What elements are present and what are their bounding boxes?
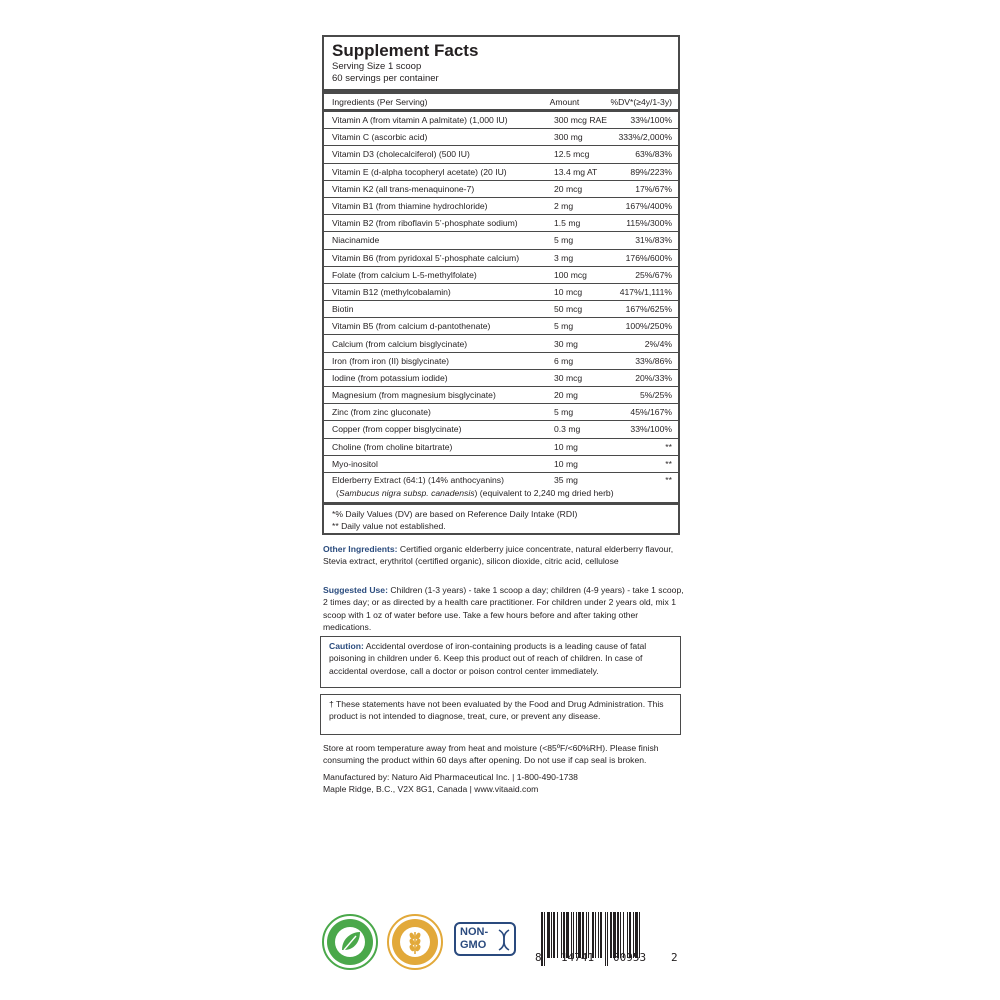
cell-dv: 417%/1,111% [619, 286, 672, 297]
cell-ingredient: Vitamin C (ascorbic acid) [332, 132, 428, 143]
other-ingredients-text: Certified organic elderberry juice concentrate, natural elderberry flavour, Stevia extract, erythritol (certified organic), silicon dioxide, citric acid, cellulose [323, 544, 674, 567]
cell-dv: ** [665, 458, 672, 469]
supplement-facts-panel [322, 35, 680, 535]
non-gmo-bottom: GMO [460, 939, 487, 951]
cell-ingredient: Vitamin B12 (methylcobalamin) [332, 286, 451, 297]
suggested-use-text: Children (1-3 years) - take 1 scoop a day; children (4-9 years) - take 1 scoop, 2 times day; or as directed by a health care practitioner. For children under 2 years old, mix 1 scoop with 1 oz of water before use. Take a few hours before and after taking other medications. [323, 585, 684, 632]
footnote-dv: *% Daily Values (DV) are based on Reference Daily Intake (RDI) [332, 508, 578, 519]
table-row [324, 215, 678, 232]
manufacturer-info [323, 771, 685, 796]
cell-ingredient: Magnesium (from magnesium bisglycinate) [332, 390, 496, 401]
cell-ingredient: Vitamin B6 (from pyridoxal 5’-phosphate calcium) [332, 252, 520, 263]
cell-ingredient: Calcium (from calcium bisglycinate) [332, 338, 468, 349]
cell-ingredient: Vitamin B1 (from thiamine hydrochloride) [332, 201, 488, 212]
cell-amount: 1.5 mg [554, 218, 581, 229]
barcode-digit-prefix: 8 [535, 951, 542, 964]
cell-amount: 5 mg [554, 407, 574, 418]
elderberry-amount: 35 mg [554, 474, 578, 485]
header-dv: %DV*(≥4y/1-3y) [610, 96, 672, 107]
barcode-bar [553, 912, 555, 958]
table-row [324, 404, 678, 421]
cell-dv: 100%/250% [625, 321, 672, 332]
cell-dv: 17%/67% [635, 183, 672, 194]
cell-ingredient: Vitamin E (d-alpha tocopheryl acetate) (20 IU) [332, 166, 507, 177]
barcode-bar [544, 912, 545, 966]
cell-ingredient: Iron (from iron (II) bisglycinate) [332, 355, 450, 366]
vegetarian-badge [322, 914, 378, 970]
cell-dv: 20%/33% [635, 372, 672, 383]
serving-size: Serving Size 1 scoop [332, 61, 422, 72]
cell-amount: 2 mg [554, 201, 574, 212]
barcode-bar [551, 912, 552, 958]
table-row [324, 250, 678, 267]
cell-dv: 45%/167% [630, 407, 672, 418]
panel-title: Supplement Facts [332, 41, 479, 60]
cell-dv: 176%/600% [625, 252, 672, 263]
barcode-bar [595, 912, 596, 958]
barcode-digits-right: 00953 [613, 951, 647, 964]
caution-text: Accidental overdose of iron-containing products is a leading cause of fatal poisoning in children under 6. Keep this product out of reach of children. In case of accidental overdose, call a doctor or poison control center immediately. [329, 641, 647, 676]
table-row [324, 335, 678, 352]
barcode [535, 912, 677, 970]
cell-ingredient: Choline (from choline bitartrate) [332, 441, 453, 452]
barcode-bar [547, 912, 550, 958]
non-gmo-top: NON- [460, 926, 489, 938]
gluten-free-badge [387, 914, 443, 970]
cell-dv: 167%/400% [625, 201, 672, 212]
elderberry-dv: ** [665, 474, 672, 485]
header-amount: Amount [549, 96, 580, 107]
cell-dv: 33%/100% [630, 424, 672, 435]
cell-dv: 333%/2,000% [618, 132, 672, 143]
leaf-icon [322, 914, 378, 970]
table-row [324, 112, 678, 129]
cell-ingredient: Vitamin D3 (cholecalciferol) (500 IU) [332, 149, 470, 160]
cell-amount: 10 mcg [554, 286, 583, 297]
table-header [324, 94, 678, 112]
non-gmo-badge [454, 922, 516, 956]
cell-ingredient: Biotin [332, 304, 354, 315]
barcode-bar [607, 912, 608, 966]
barcode-bar [557, 912, 558, 958]
table-row [324, 181, 678, 198]
cell-dv: 167%/625% [625, 304, 672, 315]
cell-amount: 5 mg [554, 321, 574, 332]
cell-amount: 5 mg [554, 235, 574, 246]
barcode-digits-left: 14741 [561, 951, 595, 964]
barcode-bar [610, 912, 612, 958]
table-row [324, 318, 678, 335]
cell-amount: 20 mcg [554, 183, 583, 194]
manufacturer-line1: Manufactured by: Naturo Aid Pharmaceutical Inc. | 1-800-490-1738 [323, 772, 578, 782]
cell-ingredient: Iodine (from potassium iodide) [332, 372, 448, 383]
table-row [324, 301, 678, 318]
cell-ingredient: Zinc (from zinc gluconate) [332, 407, 431, 418]
cell-amount: 20 mg [554, 390, 578, 401]
table-row [324, 232, 678, 249]
dna-icon [496, 928, 512, 952]
elderberry-latin: Sambucus nigra subsp. canadensis [338, 487, 475, 498]
cell-ingredient: Copper (from copper bisglycinate) [332, 424, 462, 435]
cell-amount: 0.3 mg [554, 424, 581, 435]
cell-ingredient: Myo-inositol [332, 458, 378, 469]
cell-dv: 89%/223% [630, 166, 672, 177]
suggested-use-label: Suggested Use: [323, 585, 388, 595]
table-row [324, 129, 678, 146]
elderberry-sub: (Sambucus nigra subsp. canadensis) (equivalent to 2,240 mg dried herb) [336, 487, 614, 498]
cell-dv: 63%/83% [635, 149, 672, 160]
barcode-bar [600, 912, 602, 958]
cell-dv: 5%/25% [639, 390, 672, 401]
cell-dv: 25%/67% [635, 269, 672, 280]
table-row [324, 456, 678, 473]
elderberry-ingredient: Elderberry Extract (64:1) (14% anthocyanins) [332, 474, 504, 485]
table-row [324, 146, 678, 163]
table-row [324, 439, 678, 456]
caution-box [320, 636, 681, 688]
cell-dv: 115%/300% [626, 218, 672, 229]
cell-amount: 6 mg [554, 355, 574, 366]
footnotes [324, 505, 678, 535]
table-row [324, 353, 678, 370]
cell-amount: 3 mg [554, 252, 574, 263]
suggested-use [323, 584, 685, 633]
cell-amount: 300 mcg RAE [554, 115, 608, 126]
cell-amount: 12.5 mcg [554, 149, 590, 160]
barcode-bar [598, 912, 599, 958]
table-row [324, 267, 678, 284]
cell-amount: 13.4 mg AT [554, 166, 598, 177]
other-ingredients [323, 543, 685, 568]
table-row-elderberry [324, 473, 678, 505]
cell-dv: 33%/100% [630, 115, 672, 126]
cell-ingredient: Niacinamide [332, 235, 380, 246]
cell-amount: 30 mg [554, 338, 578, 349]
fda-disclaimer-box [320, 694, 681, 735]
servings-per-container: 60 servings per container [332, 73, 439, 84]
fda-disclaimer-text: † These statements have not been evaluated by the Food and Drug Administration. This product is not intended to diagnose, treat, cure, or prevent any disease. [329, 699, 664, 722]
header-ingredient: Ingredients (Per Serving) [332, 96, 428, 107]
cell-amount: 300 mg [554, 132, 583, 143]
caution-label: Caution: [329, 641, 364, 651]
elderberry-equivalent: (equivalent to 2,240 mg dried herb) [477, 487, 614, 498]
cell-dv: 31%/83% [635, 235, 672, 246]
cell-amount: 10 mg [554, 458, 578, 469]
wheat-icon [387, 914, 443, 970]
cell-ingredient: Vitamin K2 (all trans-menaquinone-7) [332, 183, 475, 194]
cell-ingredient: Vitamin A (from vitamin A palmitate) (1,000 IU) [332, 115, 508, 126]
manufacturer-line2: Maple Ridge, B.C., V2X 8G1, Canada | www.vitaaid.com [323, 784, 539, 795]
table-row [324, 387, 678, 404]
barcode-digit-check: 2 [671, 951, 678, 964]
table-row [324, 284, 678, 301]
other-ingredients-label: Other Ingredients: [323, 544, 398, 554]
facts-table [324, 94, 678, 535]
cell-ingredient: Vitamin B2 (from riboflavin 5’-phosphate sodium) [332, 218, 518, 229]
table-row [324, 164, 678, 181]
footnote-not-established: ** Daily value not established. [332, 520, 446, 531]
cell-ingredient: Vitamin B5 (from calcium d-pantothenate) [332, 321, 491, 332]
barcode-bar [605, 912, 606, 966]
cell-dv: 2%/4% [644, 338, 672, 349]
cell-amount: 100 mcg [554, 269, 587, 280]
cell-dv: ** [665, 441, 672, 452]
cell-amount: 50 mcg [554, 304, 583, 315]
table-row [324, 421, 678, 438]
cell-amount: 10 mg [554, 441, 578, 452]
cell-dv: 33%/86% [635, 355, 672, 366]
cell-ingredient: Folate (from calcium L-5-methylfolate) [332, 269, 477, 280]
cell-amount: 30 mcg [554, 372, 583, 383]
storage-instructions: Store at room temperature away from heat and moisture (<85ºF/<60%RH). Please finish consuming the product within 60 days after opening. Do not use if cap seal is broken. [323, 743, 659, 766]
table-row [324, 370, 678, 387]
table-row [324, 198, 678, 215]
